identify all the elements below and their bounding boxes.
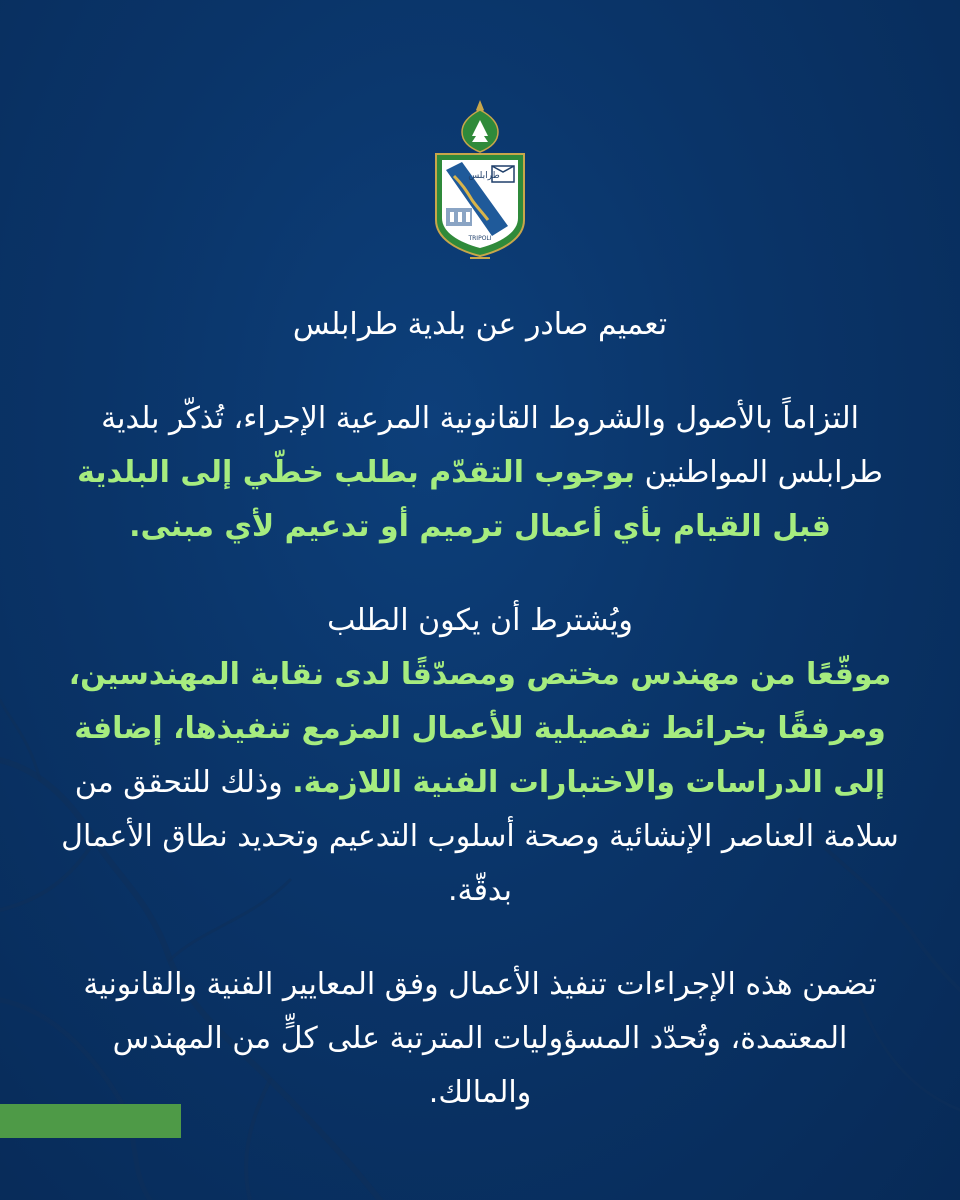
paragraph-1 bbox=[60, 392, 900, 554]
paragraph-3: تضمن هذه الإجراءات تنفيذ الأعمال وفق المعايير الفنية والقانونية المعتمدة، وتُحدّد المسؤوليات المترتبة على كلٍّ من المهندس والمالك. bbox=[83, 967, 877, 1110]
logo-caption: TRIPOLI bbox=[468, 235, 492, 242]
paragraph-2 bbox=[60, 648, 900, 918]
paragraph-1-text: التزاماً بالأصول والشروط القانونية المرعية الإجراء، تُذكّر بلدية طرابلس المواطنين bbox=[101, 401, 883, 490]
paragraph-2-highlight: موقّعًا من مهندس مختص ومصدّقًا لدى نقابة المهندسين، ومرفقًا بخرائط تفصيلية للأعمال المزمع تنفيذها، إضافة إلى الدراسات والاختبارات الفنية اللازمة. bbox=[68, 657, 892, 800]
paragraph-spacer bbox=[60, 918, 900, 958]
paragraph-1-highlight: بوجوب التقدّم بطلب خطّي إلى البلدية قبل القيام بأي أعمال ترميم أو تدعيم لأي مبنى. bbox=[77, 455, 831, 544]
announcement-title: تعميم صادر عن بلدية طرابلس bbox=[292, 307, 668, 342]
logo-city-text: طرابلس bbox=[468, 171, 500, 181]
paragraph-2-intro: ويُشترط أن يكون الطلب bbox=[327, 603, 633, 638]
green-accent-bar bbox=[0, 1104, 181, 1138]
municipality-logo bbox=[432, 100, 528, 264]
paragraph-spacer bbox=[60, 554, 900, 594]
announcement-body bbox=[60, 298, 900, 1120]
paragraph-2-text: وذلك للتحقق من سلامة العناصر الإنشائية وصحة أسلوب التدعيم وتحديد نطاق الأعمال بدقّة. bbox=[61, 765, 899, 908]
